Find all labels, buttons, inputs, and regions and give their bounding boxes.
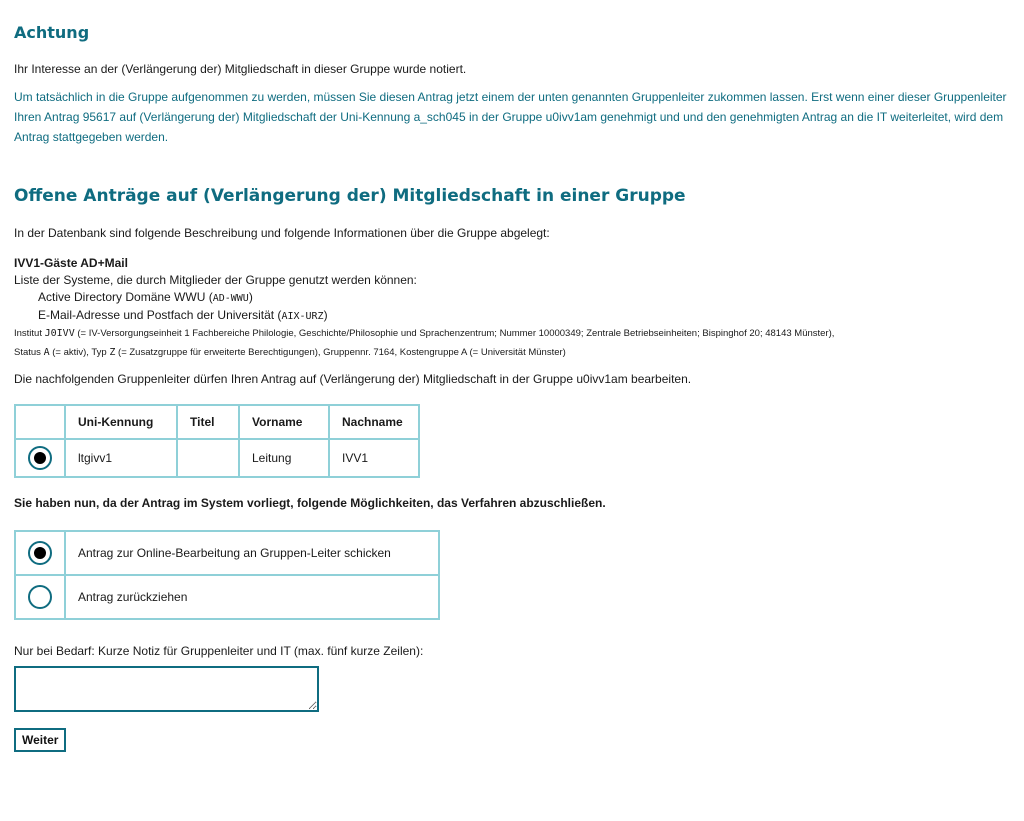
status-text: (= Zusatzgruppe für erweiterte Berechtigungen), Gruppennr. 7164, Kostengruppe A (= Universität Münster) — [115, 347, 566, 359]
leiter-radio-cell[interactable] — [15, 439, 65, 477]
option-row[interactable] — [15, 575, 439, 619]
status-prefix: Status — [14, 347, 44, 359]
institut-text: (= IV-Versorgungseinheit 1 Fachbereiche Philologie, Geschichte/Philosophie und Sprachenzentrum; Nummer 10000349; Zentrale Betriebseinheiten; Bispinghof 20; 48143 Münster), — [74, 328, 835, 340]
group-info — [14, 255, 1010, 363]
table-header: Titel — [177, 405, 239, 439]
institut-code: J0IVV — [44, 328, 75, 340]
option-row[interactable] — [15, 531, 439, 575]
achtung-heading: Achtung — [14, 23, 90, 42]
institut-line — [14, 324, 1010, 343]
system-item — [14, 307, 1010, 325]
notiz-textarea[interactable] — [14, 666, 319, 712]
table-cell: Leitung — [239, 439, 329, 477]
leiter-radio[interactable] — [28, 446, 52, 470]
info-text: Um tatsächlich in die Gruppe aufgenommen zu werden, müssen Sie diesen Antrag jetzt einem der unten genannten Gruppenleiter zukommen lassen. Erst wenn einer dieser Gruppenleiter Ihren Antrag 95617 auf (Verlängerung der) Mitgliedschaft der Uni-Kennung a_sch045 in der Gruppe u0ivv1am genehmigt und und den genehmigten Antrag an die IT weiterleitet, wird dem Antrag stattgegeben werden. — [14, 90, 1007, 145]
table-cell: ltgivv1 — [65, 439, 177, 477]
table-row[interactable] — [15, 439, 419, 477]
table-cell — [177, 439, 239, 477]
status-code: A — [43, 347, 50, 359]
option-radio-withdraw[interactable] — [28, 585, 52, 609]
leiter-table — [14, 404, 420, 478]
table-header-empty — [15, 405, 65, 439]
system-code: AIX-URZ — [281, 310, 324, 322]
option-label[interactable]: Antrag zur Online-Bearbeitung an Gruppen-Leiter schicken — [65, 531, 439, 575]
table-header-row — [15, 405, 419, 439]
table-header: Vorname — [239, 405, 329, 439]
status-mid: (= aktiv), Typ — [49, 347, 110, 359]
options-intro: Sie haben nun, da der Antrag im System vorliegt, folgende Möglichkeiten, das Verfahren abzuschließen. — [14, 496, 606, 511]
option-radio-send[interactable] — [28, 541, 52, 565]
system-suffix: ) — [248, 290, 253, 305]
leiter-intro: Die nachfolgenden Gruppenleiter dürfen Ihren Antrag auf (Verlängerung der) Mitgliedschaft in der Gruppe u0ivv1am bearbeiten. — [14, 372, 692, 387]
option-radio-cell[interactable] — [15, 531, 65, 575]
institut-prefix: Institut — [14, 328, 45, 340]
notiz-label: Nur bei Bedarf: Kurze Notiz für Gruppenleiter und IT (max. fünf kurze Zeilen): — [14, 644, 424, 659]
systems-intro: Liste der Systeme, die durch Mitglieder der Gruppe genutzt werden können: — [14, 272, 417, 287]
typ-code: Z — [109, 347, 116, 359]
system-label: E-Mail-Adresse und Postfach der Universität ( — [38, 307, 282, 322]
system-code: AD-WWU — [212, 293, 249, 305]
system-label: Active Directory Domäne WWU ( — [38, 290, 213, 305]
status-line — [14, 343, 1010, 362]
system-item — [14, 289, 1010, 307]
option-label[interactable]: Antrag zurückziehen — [65, 575, 439, 619]
table-header: Uni-Kennung — [65, 405, 177, 439]
system-suffix: ) — [323, 307, 328, 322]
db-intro-text: In der Datenbank sind folgende Beschreibung und folgende Informationen über die Gruppe abgelegt: — [14, 225, 550, 240]
table-header: Nachname — [329, 405, 419, 439]
notiert-text: Ihr Interesse an der (Verlängerung der) Mitgliedschaft in dieser Gruppe wurde notiert. — [14, 62, 467, 77]
page-title: Offene Anträge auf (Verlängerung der) Mitgliedschaft in einer Gruppe — [14, 186, 686, 207]
table-cell: IVV1 — [329, 439, 419, 477]
group-name: IVV1-Gäste AD+Mail — [14, 255, 128, 270]
weiter-button[interactable]: Weiter — [14, 728, 66, 752]
options-table — [14, 530, 440, 620]
option-radio-cell[interactable] — [15, 575, 65, 619]
